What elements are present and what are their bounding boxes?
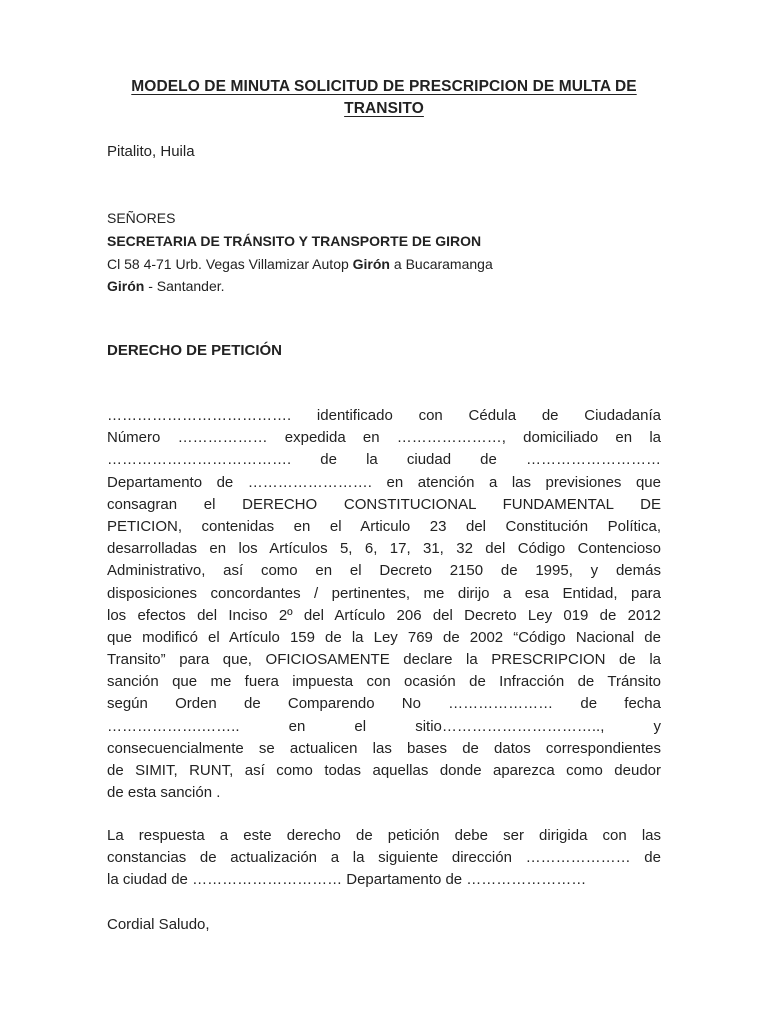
address-1-part-1: Cl 58 4-71 Urb. Vegas Villamizar Autop: [107, 256, 353, 272]
body-1-line: ………………………………. de la ciudad de ………………………: [107, 451, 661, 469]
body-1-line: Número ……………… expedida en …………………, domiciliado en la: [107, 429, 661, 447]
address-2-part-2: - Santander.: [144, 278, 225, 294]
title-line-1: MODELO DE MINUTA SOLICITUD DE PRESCRIPCION DE MULTA DE: [131, 78, 637, 95]
body-1-line: PETICION, contenidas en el Articulo 23 del Constitución Política,: [107, 517, 661, 535]
body-paragraph-2: [107, 825, 661, 892]
body-1-line: desarrolladas en los Artículos 5, 6, 17, 31, 32 del Código Contencioso: [107, 540, 661, 558]
subject-heading: DERECHO DE PETICIÓN: [107, 342, 283, 359]
place-line: Pitalito, Huila: [107, 143, 195, 160]
body-1-line: ……………….…….. en el sitio………………………….., y: [107, 717, 661, 735]
body-1-line: Administrativo, así como en el Decreto 2150 de 1995, y demás: [107, 562, 661, 580]
body-1-line: Transito” para que, OFICIOSAMENTE declare la PRESCRIPCION de la: [107, 651, 661, 669]
recipient-name: SECRETARIA DE TRÁNSITO Y TRANSPORTE DE GIRON: [107, 233, 482, 249]
body-1-line: sanción que me fuera impuesta con ocasión de Infracción de Tránsito: [107, 673, 661, 691]
body-1-line: consagran el DERECHO CONSTITUCIONAL FUNDAMENTAL DE: [107, 495, 661, 513]
body-paragraph-1: [107, 405, 661, 804]
body-2-line: la ciudad de ………………………… Departamento de ……………………: [107, 871, 587, 889]
body-2-line: constancias de actualización a la siguiente dirección ………………… de: [107, 849, 661, 867]
salutation-header: SEÑORES: [107, 210, 176, 226]
address-1-part-2: a Bucaramanga: [390, 256, 493, 272]
body-1-line: que modificó el Artículo 159 de la Ley 769 de 2002 “Código Nacional de: [107, 628, 661, 646]
body-1-line: disposiciones concordantes / pertinentes, me dirijo a esa Entidad, para: [107, 584, 661, 602]
body-1-line: de SIMIT, RUNT, así como todas aquellas donde aparezca como deudor: [107, 762, 661, 779]
address-1-bold: Girón: [352, 256, 390, 272]
recipient-address-line-2: [107, 275, 661, 297]
title-line-2: TRANSITO: [344, 100, 424, 117]
body-1-line: de esta sanción .: [107, 784, 221, 802]
body-1-line: los efectos del Inciso 2º del Artículo 206 del Decreto Ley 019 de 2012: [107, 606, 661, 624]
body-1-line: consecuencialmente se actualicen las bases de datos correspondientes: [107, 739, 661, 757]
document-title: [100, 76, 668, 120]
closing-line: Cordial Saludo,: [107, 916, 210, 933]
body-1-line: Departamento de ……………………. en atención a las previsiones que: [107, 473, 661, 491]
address-2-bold: Girón: [107, 278, 145, 294]
body-1-line: según Orden de Comparendo No ………………… de fecha: [107, 695, 661, 713]
recipient-address-line-1: [107, 253, 661, 275]
body-1-line: ………………………………. identificado con Cédula de Ciudadanía: [107, 407, 661, 424]
body-2-line: La respuesta a este derecho de petición debe ser dirigida con las: [107, 827, 661, 844]
